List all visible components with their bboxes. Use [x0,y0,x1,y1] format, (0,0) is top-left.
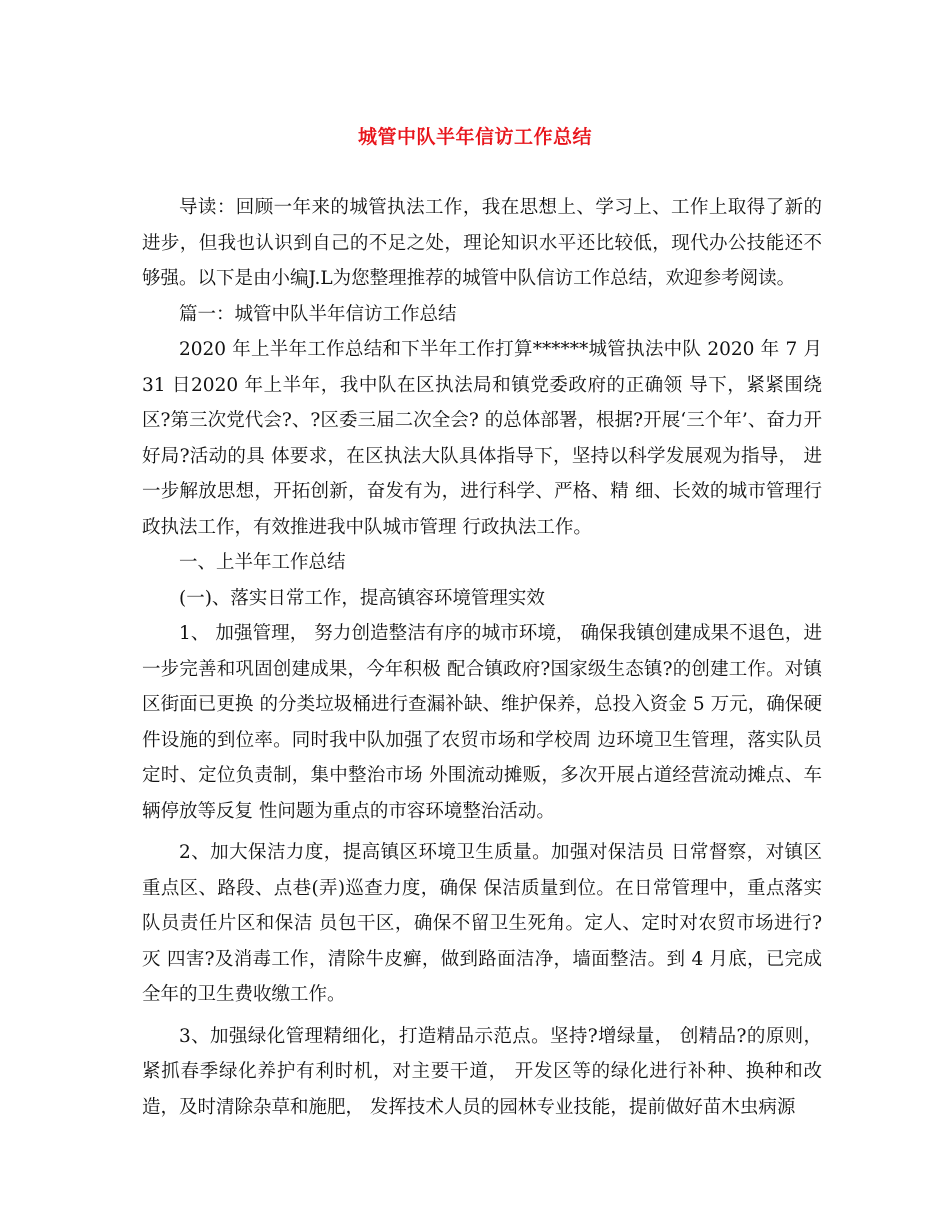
paragraph-item-2: 2、加大保洁力度，提高镇区环境卫生质量。加强对保洁员 日常督察，对镇区重点区、路段、点巷(弄)巡查力度，确保 保洁质量到位。在日常管理中，重点落实队员责任片区和保洁 员包干区，确保不留卫生死角。定人、定时对农贸市场进行?灭 四害?及消毒工作，清除牛皮癣，做到路面洁净，墙面整洁。到 4 月底，已完成全年的卫生费收缴工作。 [142,842,822,1005]
paragraph-subsection-heading: (一)、落实日常工作，提高镇容环境管理实效 [179,587,545,609]
document-title: 城管中队半年信访工作总结 [357,126,592,148]
paragraph-heading-part-one: 篇一：城管中队半年信访工作总结 [179,303,457,325]
paragraph-intro: 导读：回顾一年来的城管执法工作，我在思想上、学习上、工作上取得了新的进步，但我也认识到自己的不足之处，理论知识水平还比较低，现代办公技能还不够强。以下是由小编J.L为您整理推荐的城管中队信访工作总结，欢迎参考阅读。 [142,197,822,289]
paragraph-summary-overview: 2020 年上半年工作总结和下半年工作打算******城管执法中队 2020 年 7 月 31 日2020 年上半年，我中队在区执法局和镇党委政府的正确领 导下，紧紧围绕区?第三次党代会?、?区委三届二次全会? 的总体部署，根据?开展‘三个年’、奋力开好局?活动的具 体要求，在区执法大队具体指导下，坚持以科学发展观为指导， 进一步解放思想，开拓创新，奋发有为，进行科学、严格、精 细、长效的城市管理行政执法工作，有效推进我中队城市管理 行政执法工作。 [142,339,822,538]
paragraph-item-1: 1、 加强管理， 努力创造整洁有序的城市环境， 确保我镇创建成果不退色，进一步完善和巩固创建成果，今年积极 配合镇政府?国家级生态镇?的创建工作。对镇区街面已更换 的分类垃圾桶进行查漏补缺、维护保养，总投入资金 5 万元，确保硬件设施的到位率。同时我中队加强了农贸市场和学校周 边环境卫生管理，落实队员定时、定位负责制，集中整治市场 外围流动摊贩，多次开展占道经营流动摊点、车辆停放等反复 性问题为重点的市容环境整治活动。 [142,623,822,822]
document-body [142,190,822,1125]
paragraph-item-3: 3、加强绿化管理精细化，打造精品示范点。坚持?增绿量， 创精品?的原则，紧抓春季绿化养护有利时机，对主要干道， 开发区等的绿化进行补种、换种和改造，及时清除杂草和施肥， 发挥技术人员的园林专业技能，提前做好苗木虫病源 [142,1025,822,1118]
paragraph-section-one-heading: 一、上半年工作总结 [179,552,346,573]
